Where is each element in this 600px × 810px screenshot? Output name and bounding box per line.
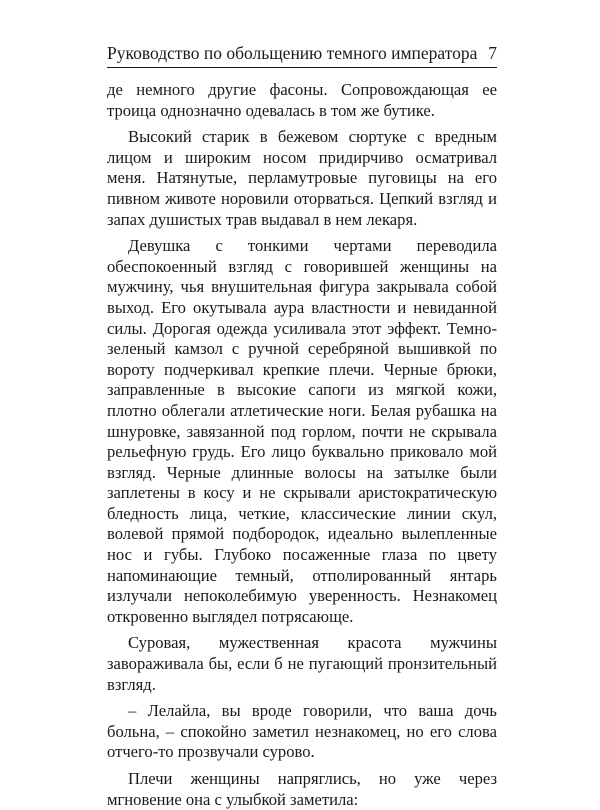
page-number: 7 [488,43,497,63]
paragraph-6: Плечи женщины напряглись, но уже через мгновение она с улыбкой заметила: [107,769,497,809]
paragraph-4: Суровая, мужественная красота мужчины завораживала бы, если б не пугающий пронзительный взгляд. [107,633,497,694]
paragraph-5: – Лелайла, вы вроде говорили, что ваша дочь больна, – спокойно заметил незнакомец, но его слова отчего-то прозвучали сурово. [107,701,497,762]
paragraph-3: Девушка с тонкими чертами переводила обеспокоенный взгляд с говорившей женщины на мужчину, чья внушительная фигура закрывала собой выход. Его окутывала аура властности и невиданной силы. Дорогая одежда усиливала этот эффект. Темно-зеленый камзол с ручной серебряной вышивкой по вороту подчеркивал крепкие плечи. Черные брюки, заправленные в высокие сапоги из мягкой кожи, плотно облегали атлетические ноги. Белая рубашка на шнуровке, завязанной под горлом, почти не скрывала рельефную грудь. Его лицо буквально приковало мой взгляд. Черные длинные волосы на затылке были заплетены в косу и не скрывали аристократическую бледность лица, четкие, классические линии скул, волевой прямой подбородок, идеально вылепленные нос и губы. Глубоко посаженные глаза по цвету напоминающие темный, отполированный янтарь излучали непоколебимую уверенность. Незнакомец откровенно выглядел потрясающе. [107,236,497,626]
paragraph-1: де немного другие фасоны. Сопровождающая ее троица однозначно одевалась в том же бутике. [107,80,497,120]
header-rule [107,67,497,68]
paragraph-2: Высокий старик в бежевом сюртуке с вредным лицом и широким носом придирчиво осматривал меня. Натянутые, перламутровые пуговицы на его пивном животе норовили оторваться. Цепкий взгляд и запах душистых трав выдавал в нем лекаря. [107,127,497,229]
running-header-title: Руководство по обольщению темного императора [107,43,478,63]
body-text [107,80,497,810]
book-page [107,0,497,809]
running-header [107,40,497,64]
